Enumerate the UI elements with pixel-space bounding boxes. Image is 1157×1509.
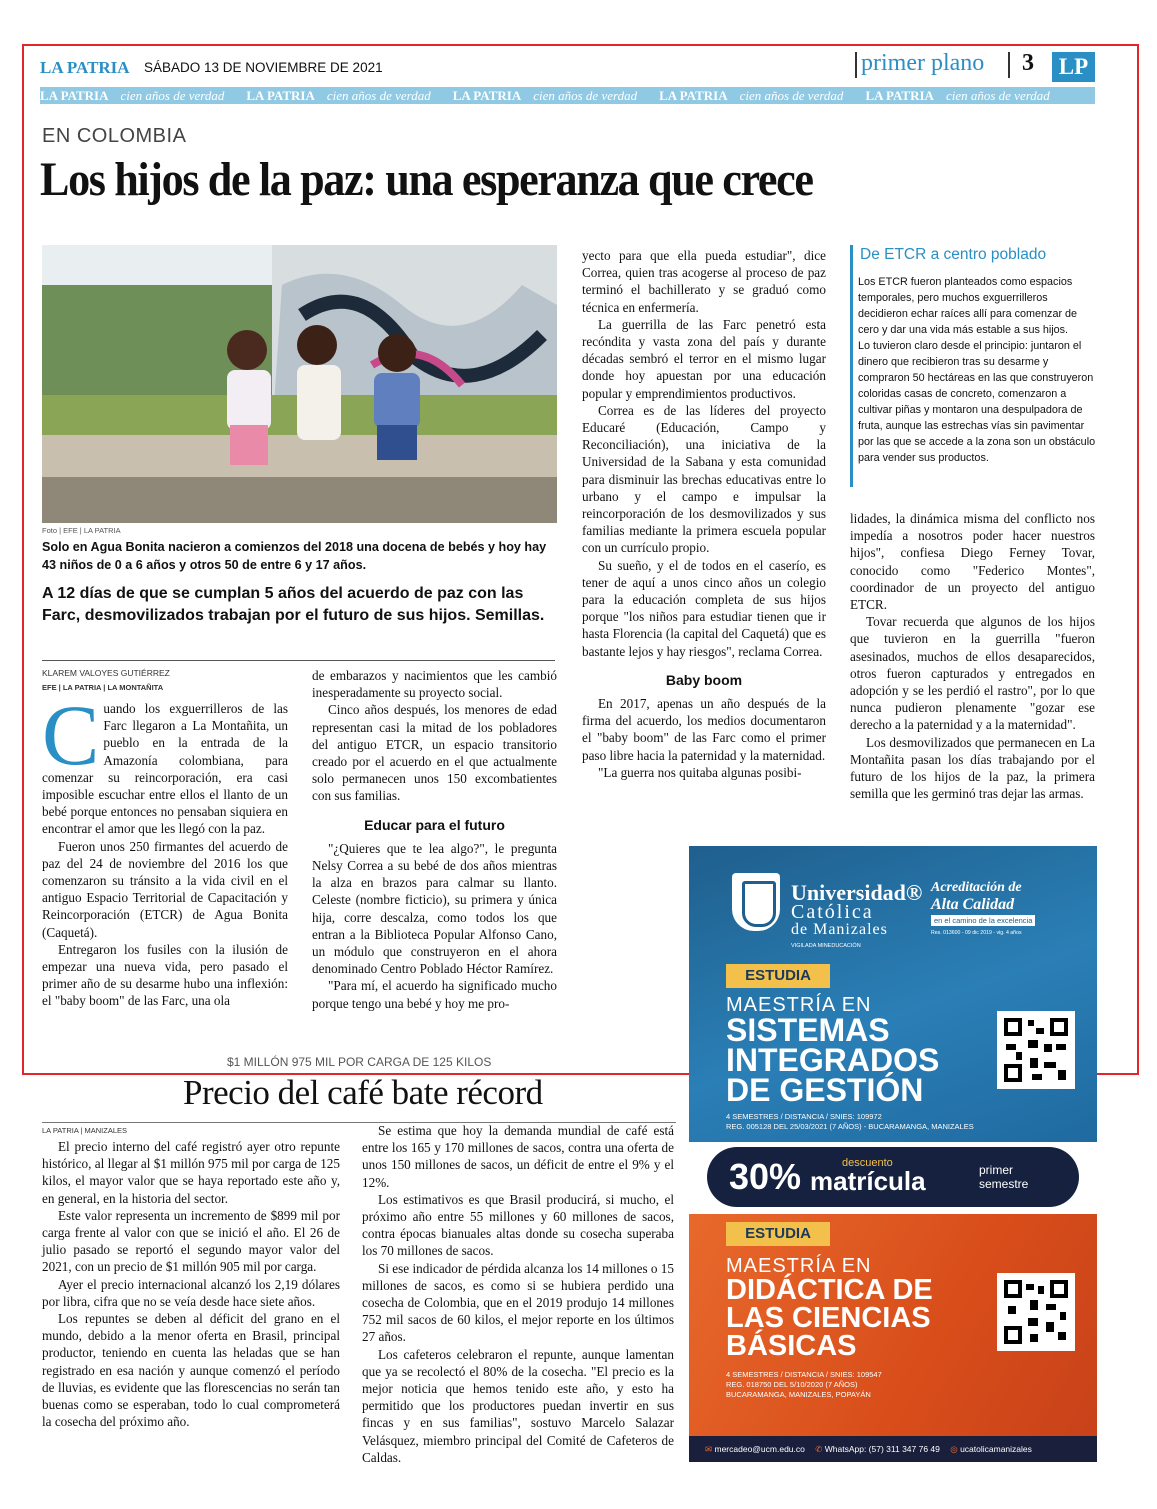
ad-program1-title-1: SISTEMAS (726, 1012, 890, 1048)
ad-program1-title-3: DE GESTIÓN (726, 1072, 924, 1108)
article1-lead: A 12 días de que se cumplan 5 años del acuerdo de paz con las Farc, desmovilizados trabajan por el futuro de sus hijos. Semillas. (42, 585, 545, 624)
ad-footer (689, 1436, 1097, 1462)
ad-uni-name-3: de Manizales (791, 921, 888, 938)
brand-strip: LA PATRIA cien años de verdad LA PATRIA cien años de verdad LA PATRIA cien años de verdad LA PATRIA cien años de verdad LA PATRIA cien años de verdad (40, 87, 1095, 104)
subhead-baby-boom: Baby boom (665, 671, 743, 688)
ad-program1-info-2: REG. 005128 DEL 25/03/2021 (7 AÑOS) - BUCARAMANGA, MANIZALES (726, 1122, 974, 1131)
sidebar-text: Los ETCR fueron planteados como espacios temporales, pero muchos exguerrilleros decidieron echar raíces allí para comenzar de cero y dar una vida más estable a sus hijos. Lo tuvieron claro desde el principio: juntaron el dinero que recibieron tras su desarme y compraron 50 hectáreas en las que construyeron coloridas casas de concreto, comenzaron a cultivar piñas y montaron una despulpadora de fruta, aunque las estrechas vías sin pavimentar por las que se accede a la zona son un obstáculo para vender sus productos. (858, 276, 1096, 464)
ad-discount-semester-1: primer (979, 1163, 1014, 1177)
mail-icon: ✉ (705, 1444, 713, 1454)
header-section: primer plano (861, 50, 985, 76)
article2-column-1: El precio interno del café registró ayer otro repunte histórico, al llegar al $1 millón 975 mil por carga de 125 kilos, el mayor valor que se haya reportado este año y, en general, en la historia del sector. Este valor representa un incremento de $899 mil por carga frente al valor con que se inició el año. El 26 de julio pasado se reportó el segundo mayor valor del 2021, con un precio de $1 millón 905 mil por carga. Ayer el precio internacional alcanzó los 2,19 dólares por libra, cifra que no se veía desde hace siete años. Los repuntes se deben al déficit del grano en el mundo, debido a la menor oferta en Brasil, principal productor, teniendo en cuenta las heladas que se han registrado en esa nación y aunque comenzó el período de lluvias, es evidente que las florescencias no serán tan buenas como se esperaban, todo lo cual comprometerá la cosecha del próximo año. (42, 1139, 340, 1430)
ad-accred-4: Res. 013600 - 09 dic 2019 - vig. 4 años (931, 930, 1022, 936)
article2-headline: Precio del café bate récord (183, 1073, 543, 1112)
header-section-rule (855, 52, 857, 78)
ad-uni-name-2: Católica (791, 901, 874, 923)
ad-program2-title-2: LAS CIENCIAS (726, 1302, 931, 1334)
ad-discount-small: descuento (842, 1157, 893, 1169)
ad-social[interactable]: ucatolicamanizales (960, 1444, 1032, 1454)
ad-accred-3: en el camino de la excelencia (931, 915, 1035, 926)
header-brand: LA PATRIA (40, 58, 130, 77)
photo-credit: Foto | EFE | LA PATRIA (42, 526, 121, 535)
ad-program2-title-1: DIDÁCTICA DE (726, 1274, 933, 1306)
ad-program1-info-1: 4 SEMESTRES / DISTANCIA / SNIES: 109972 (726, 1112, 882, 1121)
ad-program2-info-1: 4 SEMESTRES / DISTANCIA / SNIES: 109547 (726, 1370, 882, 1379)
ad-discount-semester-2: semestre (979, 1177, 1029, 1191)
ad-program1-intro: MAESTRÍA EN (726, 994, 872, 1016)
ad-discount-word: matrícula (810, 1166, 926, 1196)
drop-cap: C (42, 687, 100, 783)
ad-vigilada: VIGILADA MINEDUCACIÓN (791, 943, 861, 949)
ad-estudia-1: ESTUDIA (726, 964, 830, 988)
ad-whatsapp[interactable]: WhatsApp: (57) 311 347 76 49 (824, 1444, 940, 1454)
university-ad[interactable] (689, 846, 1097, 1462)
sidebar-title: De ETCR a centro poblado (860, 246, 1047, 263)
article1-column-2: de embarazos y nacimientos que les cambió inesperadamente su proyecto social. Cinco años después, los menores de edad representan casi la mitad de los pobladores del antiguo ETCR, un espacio transitorio creado por el acuerdo en el que actualmente solo permanecen unos 150 excombatientes con sus familias. Educar para el futuro "¿Quieres que te lea algo?", le pregunta Nelsy Correa a su bebé de dos años mientras la alza en brazos para calmar su llanto. Celeste (nombre ficticio), su primera y única hija, corre descalza, como todos los que entran a la Biblioteca Popular Alfonso Cano, un módulo que construyeron en el ahora denominado Centro Poblado Héctor Ramírez. "Para mí, el acuerdo ha significado mucho porque tengo una bebé y hoy me pro- (312, 668, 557, 1011)
header-date: SÁBADO 13 DE NOVIEMBRE DE 2021 (144, 60, 383, 75)
ad-program1-title-2: INTEGRADOS (726, 1042, 940, 1078)
qr-code-icon (997, 1011, 1075, 1089)
article2-column-2: Se estima que hoy la demanda mundial de café está entre los 165 y 170 millones de sacos, contra una oferta de unos 150 millones de sacos, un déficit de entre el 9% y el 12%. Los estimativos es que Brasil producirá, si mucho, el próximo año entre 55 millones y 60 millones de sacos, contra épocas bianuales altas donde su cosecha superaba los 70 millones de sacos. Si ese indicador de pérdida alcanza los 14 millones o 15 millones de sacos, es como si se hubiera perdido una cosecha de Colombia, que en el 2019 produjo 14 millones 752 mil sacos de 60 kilos, el mejor reporte en los últimos 27 años. Los cafeteros celebraron el repunte, aunque lamentan que ya se recolectó el 80% de la cosecha. "El precio es la mejor noticia que hemos tenido este año, y esto ha permitido que los productores puedan invertir en sus fincas y en sus familias", sostuvo Marcelo Salazar Velásquez, miembro principal del Comité de Cafeteros de Caldas. (362, 1123, 674, 1465)
photo-children-illustration (42, 245, 557, 523)
article1-column-1: Cuando los exguerrilleros de las Farc llegaron a La Montañita, un pueblo en la entrada de la Amazonía colombiana, para comenzar su reincorporación, era casi imposible escuchar entre ellos el llanto de un bebé porque entonces no pensaban siquiera en encontrar el amor que les llegó con la paz. Fueron unos 250 firmantes del acuerdo de paz del 24 de noviembre del 2016 los que comenzaron su tránsito a la vida civil en el antiguo Espacio Territorial de Capacitación y Reincorporación (ETCR) de Agua Bonita (Caquetá). Entregaron los fusiles con la ilusión de empezar una nueva vida, pero pasado el primer año de su desarme hubo una inflexión: el "baby boom" de las Farc, una ola (42, 687, 288, 1009)
whatsapp-icon: ✆ (815, 1444, 823, 1454)
article1-byline: KLAREM VALOYES GUTIÉRREZ (42, 668, 170, 678)
social-icon: ◎ (950, 1444, 958, 1454)
ad-discount-percent: 30% (729, 1156, 802, 1197)
lp-logo: LP (1052, 52, 1095, 82)
ad-uni-name-1: Universidad® (791, 880, 923, 905)
ad-accred-2: Alta Calidad (931, 896, 1015, 913)
article2-byline: LA PATRIA | MANIZALES (42, 1126, 128, 1135)
article2-kicker: $1 MILLÓN 975 MIL POR CARGA DE 125 KILOS (227, 1055, 492, 1069)
university-crest-icon (732, 873, 780, 931)
ad-estudia-2: ESTUDIA (726, 1222, 830, 1246)
article1-headline: Los hijos de la paz: una esperanza que crece (40, 153, 813, 206)
header-page-rule (1008, 52, 1010, 78)
ad-program2-intro: MAESTRÍA EN (726, 1255, 872, 1277)
byline-rule (42, 660, 555, 661)
article1-column-4: lidades, la dinámica misma del conflicto nos impedía a nosotros poder hacer nuestros hijos", confiesa Diego Ferney Tovar, conocido como "Federico Montes", coordinador de un proyecto del antiguo ETCR. Tovar recuerda que algunos de los hijos que tuvieron en la guerrilla "fueron asesinados, muchos de ellos desaparecidos, otros fueron capturados y entregados en adopción y se les perdió el rastro", por lo que nunca pudieron plenamente "gozar ese derecho a la paternidad y a la maternidad". Los desmovilizados que permanecen en La Montañita pasan los días trabajando por el futuro de los hijos de la paz, la primera semilla que les germinó tras dejar las armas. (850, 511, 1095, 802)
qr-code-icon (997, 1273, 1075, 1351)
ad-program2-info-2: REG. 018750 DEL 5/10/2020 (7 AÑOS) (726, 1380, 858, 1389)
ad-program2-title-3: BÁSICAS (726, 1330, 857, 1362)
ad-accred-1: Acreditación de (931, 880, 1022, 895)
subhead-educar: Educar para el futuro (364, 816, 505, 833)
article1-photo (42, 245, 557, 523)
ad-email[interactable]: mercadeo@ucm.edu.co (714, 1444, 805, 1454)
ad-program2-info-3: BUCARAMANGA, MANIZALES, POPAYÁN (726, 1390, 871, 1399)
header-page-number: 3 (1022, 50, 1034, 76)
photo-caption: Solo en Agua Bonita nacieron a comienzos del 2018 una docena de bebés y hoy hay 43 niños de 0 a 6 años y otros 50 de entre 6 y 17 años. (42, 540, 547, 572)
article1-kicker: EN COLOMBIA (42, 125, 187, 147)
article1-byline-source: EFE | LA PATRIA | LA MONTAÑITA (42, 683, 164, 692)
article1-column-3: yecto para que ella pueda estudiar", dice Correa, quien tras acogerse al proceso de paz terminó el bachillerato y se graduó como técnica en enfermería. La guerrilla de las Farc penetró esta recóndita y vasta zona del país y durante décadas sembró el terror en el mismo lugar donde hoy apuestan por una educación popular y emprendimientos productivos. Correa es de las líderes del proyecto Educaré (Educación, Campo y Reconciliación), una iniciativa de la Universidad de la Sabana y esta comunidad para disminuir las brechas educativas entre lo urbano y el campo e impulsar la reincorporación de los desmovilizados y sus familias mediante la primera escuela popular con un currículo propio. Su sueño, y el de todos en el caserío, es tener de aquí a unos cinco años un colegio para la educación completa de sus hijos porque "los niños para estudiar tienen que ir hasta Florencia (la capital del Caquetá) que es bastante lejos y hay riesgos", reclama Correa. Baby boom En 2017, apenas un año después de la firma del acuerdo, los medios documentaron el "baby boom" de las Farc como el primer paso libre hacia la paternidad y la maternidad. "La guerra nos quitaba algunas posibi- (582, 248, 826, 780)
